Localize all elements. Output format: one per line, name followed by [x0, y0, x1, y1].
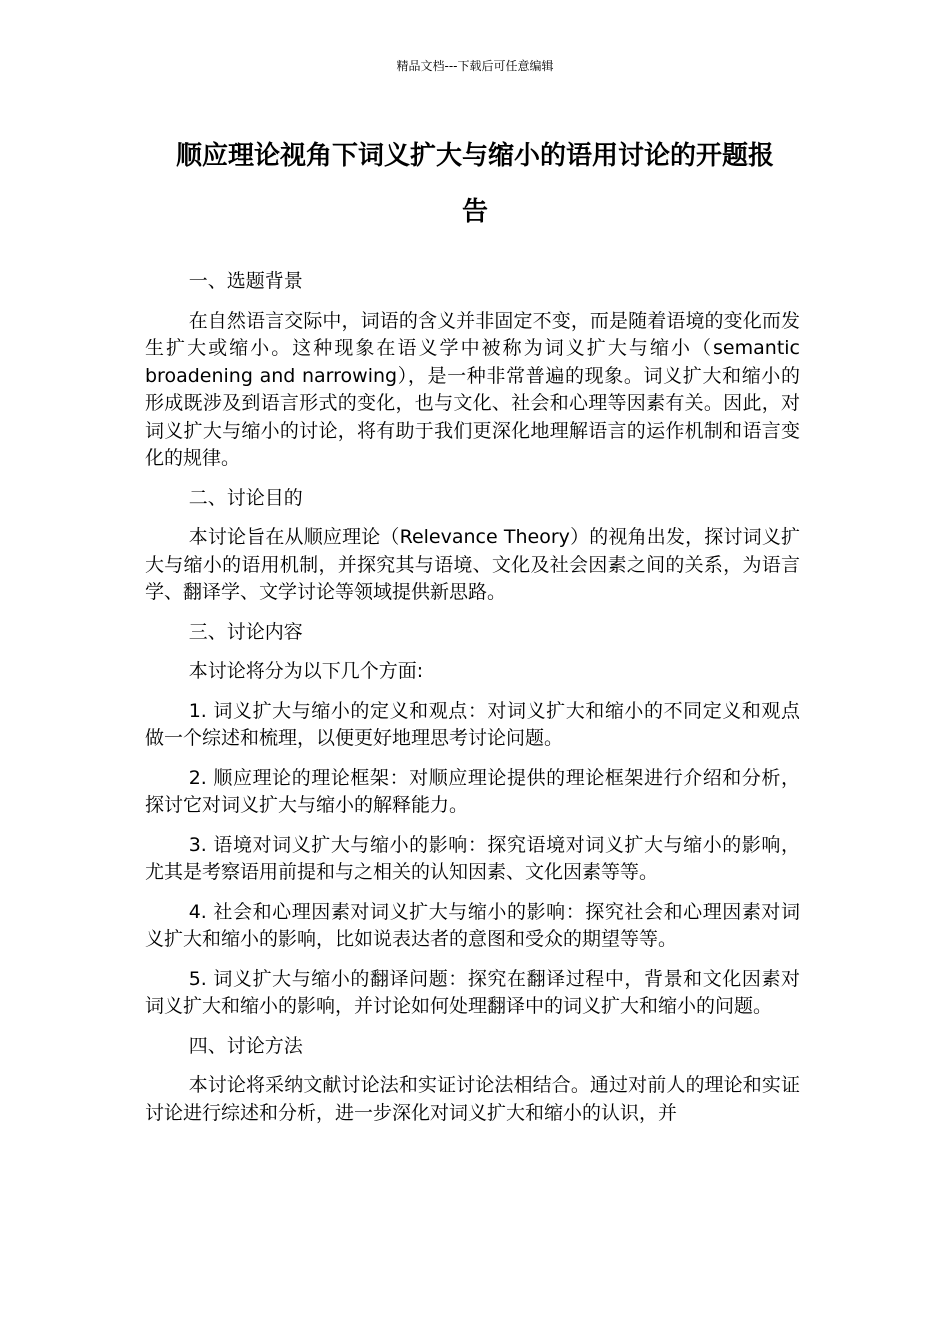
paragraph-content-intro: 本讨论将分为以下几个方面:: [188, 660, 424, 682]
paragraph-purpose: 本讨论旨在从顺应理论（Relevance Theory）的视角出发，探讨词义扩大与缩小的语用机制，并探究其与语境、文化及社会因素之间的关系，为语言学、翻译学、文学讨论等领域提供新思路。: [145, 526, 800, 603]
section-heading-background: 一、选题背景: [188, 270, 303, 292]
document-body: [145, 268, 800, 1127]
list-item: 5. 词义扩大与缩小的翻译问题：探究在翻译过程中，背景和文化因素对词义扩大和缩小的影响，并讨论如何处理翻译中的词义扩大和缩小的问题。: [145, 967, 800, 1017]
paragraph-background: 在自然语言交际中，词语的含义并非固定不变，而是随着语境的变化而发生扩大或缩小。这种现象在语义学中被称为词义扩大与缩小（semantic broadening and narrowing），是一种非常普遍的现象。词义扩大和缩小的形成既涉及到语言形式的变化，也与文化、社会和心理等因素有关。因此，对词义扩大与缩小的讨论，将有助于我们更深化地理解语言的运作机制和语言变化的规律。: [145, 309, 800, 469]
section-heading-purpose: 二、讨论目的: [188, 486, 303, 509]
title-line-1: 顺应理论视角下词义扩大与缩小的语用讨论的开题报: [175, 141, 774, 171]
document-title: [140, 128, 810, 240]
list-item: 3. 语境对词义扩大与缩小的影响：探究语境对词义扩大与缩小的影响，尤其是考察语用前提和与之相关的认知因素、文化因素等等。: [145, 833, 800, 883]
section-heading-method: 四、讨论方法: [188, 1034, 303, 1057]
list-item: 1. 词义扩大与缩小的定义和观点：对词义扩大和缩小的不同定义和观点做一个综述和梳理，以便更好地理思考讨论问题。: [145, 699, 800, 749]
list-item: 2. 顺应理论的理论框架：对顺应理论提供的理论框架进行介绍和分析，探讨它对词义扩大与缩小的解释能力。: [145, 766, 800, 816]
section-heading-content: 三、讨论内容: [188, 620, 303, 643]
header-note: 精品文档---下载后可任意编辑: [396, 59, 554, 73]
title-line-2: 告: [461, 197, 488, 227]
list-item: 4. 社会和心理因素对词义扩大与缩小的影响：探究社会和心理因素对词义扩大和缩小的影响，比如说表达者的意图和受众的期望等等。: [145, 900, 800, 950]
paragraph-method: 本讨论将采纳文献讨论法和实证讨论法相结合。通过对前人的理论和实证讨论进行综述和分析，进一步深化对词义扩大和缩小的认识，并: [145, 1074, 800, 1124]
